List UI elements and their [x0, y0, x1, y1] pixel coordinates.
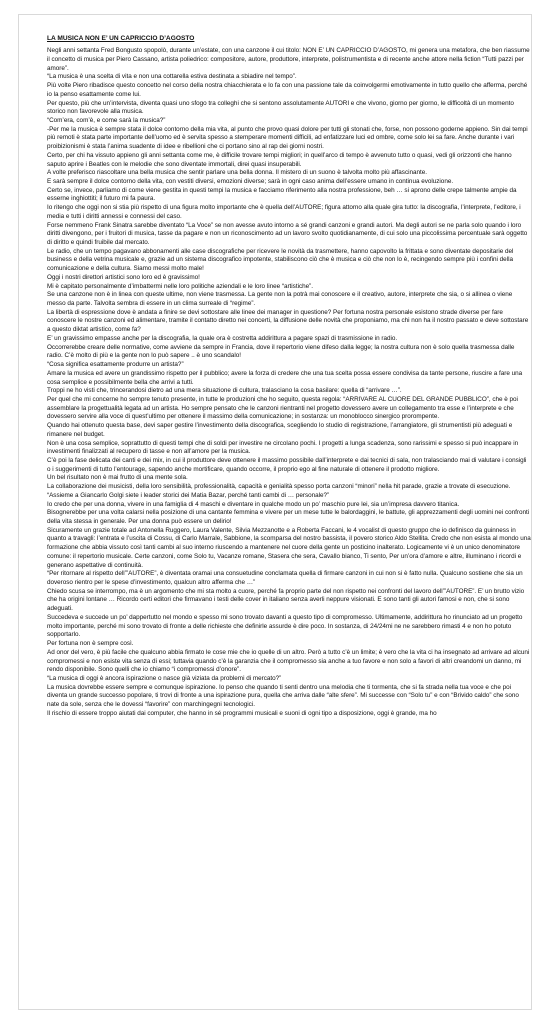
paragraph: Negli anni settanta Fred Bongusto spopolò, durante un’estate, con una canzone il cui titolo: NON E’ UN CAPRICCIO D’AGOSTO, mi genera una metafora, che ben riassume il concetto di musica per Piero Cassano, artista poliedrico: compositore, autore, produttore, interprete, polistrumentista e di recente anche attore nella fiction “Tutti pazzi per amore”. [47, 47, 530, 72]
paragraph: Per quel che mi concerne ho sempre tenuto presente, in tutte le produzioni che ho seguito, questa regola: “ARRIVARE AL CUORE DEL GRANDE PUBBLICO”, che è poi assemblare la progettualità legata ad un artista. Ho sempre pensato che le canzoni rientranti nel progetto dovessero avere un collegamento tra esse e l’interprete e che dovessero servire alla voce di quest’ultimo per ottenere il massimo della comunicazione; in sostanza: un monoblocco sinergico prorompente. [47, 395, 518, 421]
paragraph: Bisognerebbe per una volta calarsi nella posizione di una cantante femmina e vivere per un mese tutte le balordaggini, le battute, gli apprezzamenti degli uomini nei confronti della vita stessa in generale. Per una donna può essere un delirio! [47, 509, 530, 526]
paragraph: E’ un gravissimo empasse anche per la discografia, la quale ora è costretta addirittura a pagare spazi di trasmissione in radio. [47, 334, 398, 342]
paragraph: Certo se, invece, parliamo di come viene gestita in questi tempi la musica e facciamo riferimento alla nostra professione, beh … si aprono delle crepe talmente ampie da esserne inghiottiti; il futuro mi fa paura. [47, 186, 517, 203]
paragraph: E sarà sempre il dolce contorno della vita, con vestiti diversi, emozioni diverse; sarà in ogni caso anima dell’essere umano in continua evoluzione. [47, 177, 454, 185]
paragraph: “Assieme a Giancarlo Golgi siete i leader storici dei Matia Bazar, perché tanti cambi di … personale?” [47, 491, 330, 499]
paragraph: “Cosa significa esattamente produrre un artista?” [47, 361, 184, 369]
paragraph: “La musica di oggi è ancora ispirazione o nasce già viziata da problemi di mercato?” [47, 674, 282, 682]
paragraph: “Per ritornare al rispetto dell’”AUTORE”, è diventata oramai una consuetudine conclamata quella di firmare canzoni in cui non si è fatto nulla. Qualcuno sostiene che sia un doveroso rientro per le spese d’investimento, qualcun altro afferma che …” [47, 570, 523, 587]
paragraph: Io ritengo che oggi non si stia più rispetto di una figura molto importante che è quella dell’AUTORE; figura attorno alla quale gira tutto: la discografia, l’interprete, l’editore, i media e tutti i diritti annessi e connessi del caso. [47, 204, 521, 220]
article-body [47, 35, 531, 719]
paragraph: Quando hai ottenuto questa base, devi saper gestire l’investimento della discografica, scegliendo lo studio di registrazione, l’arrangiatore, gli strumentisti più adeguati e rimanere nel budget. [47, 422, 513, 438]
paragraph: “La musica è una scelta di vita e non una cottarella estiva destinata a sbiadire nel tempo”. [47, 73, 297, 81]
paragraph: “Com’era, com’è, e come sarà la musica?” [47, 116, 166, 124]
paragraph: Più volte Piero ribadisce questo concetto nel corso della nostra chiacchierata e lo fa con una passione tale da coinvolgermi emotivamente in tutto quello che afferma, perché io la penso esattamente come lui. [47, 82, 528, 98]
paragraph: Ad onor del vero, è più facile che qualcuno abbia firmato le cose mie che io quelle di un altro. Però a tutto c’è un limite; è vero che la vita ci ha insegnato ad arrivare ad alcuni compromessi e non esiste vita senza di essi; tuttavia quando c’è la garanzia che il compromesso sia anche a tuo favore e non solo a favori di altri creandomi un danno, mi rendo disponibile. Sono quelli che io chiamo “i compromessi d’onore”. [47, 648, 530, 674]
document-page [18, 14, 532, 1010]
paragraph: C’è poi la fase delicata dei canti e dei mix, in cui il produttore deve ottenere il massimo possibile dall’interprete e dai tecnici di sala, non tralasciando mai di valutare i consigli o i suggerimenti di tutto l’entourage, sapendo anche mortificare, quando occorre, il proprio ego al fine naturale di ottenere il prodotto migliore. [47, 456, 527, 473]
paragraph: Sicuramente un grazie totale ad Antonella Ruggero, Laura Valente, Silvia Mezzanotte e a Roberta Faccani, le 4 vocalist di questo gruppo che io definisco da guinness in quanto a travagli: l’entrata e l’uscita di Cossu, di Carlo Marrale, Sabbione, la scomparsa del nostro bassista, il povero storico Aldo Stellita. Credo che non esista al mondo una formazione che abbia vissuto così tanti cambi al suo interno riuscendo a mantenere nel cuore della gente un posticino inalterato. Logicamente vi è un unico denominatore comune: il repertorio musicale. Certe canzoni, come Solo tu, Vacanze romane, Stasera che sera, Cavallo bianco, Ti sento, Per un’ora d’amore e altre, illuminano i ricordi e generano aspettative di continuità. [47, 526, 531, 569]
paragraph: Non è una cosa semplice, soprattutto di questi tempi che di soldi per investire ne circolano pochi. I progetti a lunga scadenza, sono rarissimi e spesso si può incappare in investimenti finalizzati al recupero di tasse e non all’amore per la musica. [47, 439, 519, 456]
paragraph: Troppi ne ho visti che, trincerandosi dietro ad una mera situazione di cultura, tralasciano la cosa basilare: quella di “arrivare …”. [47, 387, 402, 395]
paragraph: -Per me la musica è sempre stata il dolce contorno della mia vita, al punto che provo quasi dolore per tutti gli stonati che, forse, non possono goderne appieno. Sin dai tempi più remoti è stata parte importante dell’uomo ed è servita spesso a stemperare momenti difficili, ad enfatizzare luci ed ombre, come solo lei sa fare. Anche durante i vari proibizionismi è stata l’anima suadente di idee e ribellioni che ci portano sino al rap dei giorni nostri. [47, 125, 528, 151]
paragraph: Se una canzone non è in linea con queste ultime, non viene trasmessa. La gente non la potrà mai conoscere e il creativo, autore, interprete che sia, o si allinea o viene messo da parte. Talvolta sembra di essere in un clima surreale di “regime”. [47, 291, 513, 308]
paragraph: Un bel risultato non è mai frutto di una mente sola. [47, 474, 188, 482]
paragraph: Per fortuna non è sempre così. [47, 640, 134, 648]
paragraph: Le radio, che un tempo pagavano abbonamenti alle case discografiche per ricevere le novità da trasmettere, hanno capovolto la frittata e sono diventate depositarie del business e della vetrina musicale e, grazie ad un sistema discografico impotente, stabiliscono ciò che è musica e ciò che non lo è, recingendo sempre più i confini della comunicazione e della cultura. Siamo messi molto male! [47, 247, 514, 273]
paragraph: Succedeva e succede un po’ dappertutto nel mondo e spesso mi sono trovato davanti a questo tipo di compromesso. Ultimamente, addirittura ho rinunciato ad un progetto molto importante, perché mi sono trovato di fronte a delle richieste che definirle assurde è dire poco. In sostanza, di 24/24mi ne ne sarebbero rimasti 4 e non ho potuto sopportarlo. [47, 613, 523, 639]
paragraph: Certo, per chi ha vissuto appieno gli anni settanta come me, è difficile trovare tempi migliori; in quell’arco di tempo è avvenuto tutto o quasi, vedi gli orizzonti che hanno saputo aprire i Beatles con le melodie che sono diventate immortali, direi quasi insuperabili. [47, 151, 512, 168]
paragraph: La collaborazione dei musicisti, della loro sensibilità, professionalità, capacità e genialità spesso porta canzoni “minori” nella hit parade, grazie a trovate di esecuzione. [47, 483, 511, 491]
paragraph: Chiedo scusa se interrompo, ma è un argomento che mi sta molto a cuore, perché fa proprio parte del non rispetto nei confronti del lavoro dell’”AUTORE”. E’ un brutto vizio che ha origini lontane … Ricordo certi editori che firmavano i testi delle cover in italiano senza averli neppure visionati. E sono tanti gli autori famosi e non, che si sono adeguati. [47, 587, 525, 613]
paragraph: Io credo che per una donna, vivere in una famiglia di 4 maschi e diventare in qualche modo un po’ maschio pure lei, sia un’impresa davvero titanica. [47, 500, 460, 508]
paragraph: Il rischio di essere troppo aiutati dai computer, che hanno in sé programmi musicali e suoni di ogni tipo a disposizione, oggi è grande, ma ho [47, 709, 437, 717]
paragraph: La musica dovrebbe essere sempre e comunque ispirazione. Io penso che quando ti senti dentro una melodia che ti tormenta, che si fa strada nella tua voce e che poi diventa un grande successo popolare, ti trovi di fronte a una ispirazione pura, quella che arriva dalle “alte sfere”. Mi successe con “Solo tu” e con “Brivido caldo” che sono nate da sole, senza che le dovessi “favorire” con marchingegni tecnologici. [47, 683, 519, 709]
paragraph: Occorrerebbe creare delle normative, come avviene da sempre in Francia, dove il repertorio viene difeso dalla legge; la nostra cultura non è solo quella trasmessa dalle radio. C’è molto di più e la gente non lo può sapere .. è uno scandalo! [47, 343, 515, 360]
paragraph: La libertà di espressione dove è andata a finire se devi sottostare alle linee dei manager in questione? Per fortuna nostra personale esistono strade diverse per fare conoscere le nostre canzoni ed alimentare, tramite il contatto diretto nei concerti, la diffusione delle novità che proponiamo, ma chi non ha il nostro passato e deve sottostare a questo diktat artistico, come fa? [47, 308, 529, 334]
paragraph: Forse nemmeno Frank Sinatra sarebbe diventato “La Voce” se non avesse avuto intorno a sé grandi canzoni e grandi autori. Ma degli autori se ne parla solo quando i loro diritti divengono, per i fruitori di musica, tasse da pagare e non un riconoscimento ad un lavoro svolto quotidianamente, di cui solo una piccolissima percentuale sarà oggetto di diritto e quindi fruibile dal mercato. [47, 221, 528, 247]
paragraph: Per questo, più che un’intervista, diventa quasi uno sfogo tra colleghi che si sentono assolutamente AUTORI e che vivono, giorno per giorno, le difficoltà di un momento storico non favorevole alla musica. [47, 99, 514, 116]
paragraph: A volte preferisco riascoltare una bella musica che sentir parlare una bella donna. Il mistero di un suono è talvolta molto più affascinante. [47, 169, 428, 177]
article-title: LA MUSICA NON E’ UN CAPRICCIO D’AGOSTO [47, 35, 195, 42]
paragraph: Oggi i nostri direttori artistici sono loro ed è gravissimo! [47, 273, 200, 281]
paragraph: Mi è capitato personalmente d’imbattermi nelle loro politiche aziendali e le loro linee “artistiche”. [47, 282, 313, 290]
paragraph: Amare la musica ed avere un grandissimo rispetto per il pubblico; avere la forza di credere che una tua scelta possa essere condivisa da tante persone, riuscire a fare una cosa semplice e possibilmente bella che arrivi a tutti. [47, 369, 523, 386]
